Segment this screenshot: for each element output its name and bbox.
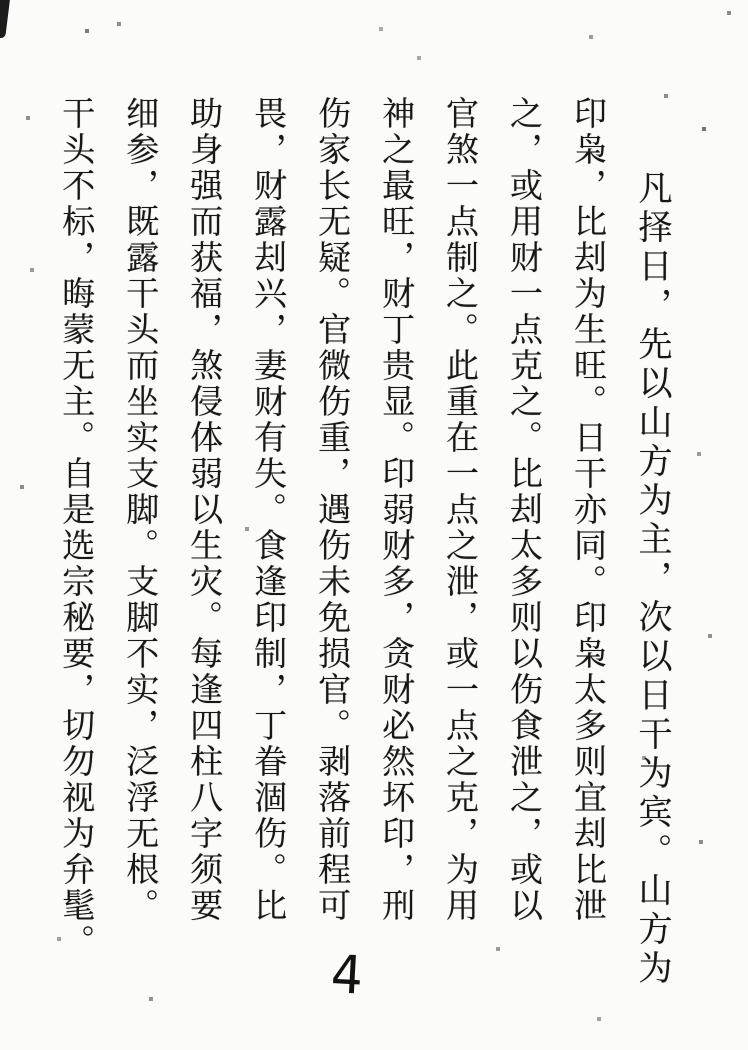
text-column-3: 之，或用财一点克之。比刦太多则以伤食泄之，或以	[505, 96, 544, 924]
text-column-5: 神之最旺，财丁贵显。印弱财多，贪财必然坏印，刑	[377, 96, 417, 924]
text-column-7: 畏，财露刦兴，妻财有失。食逢印制，丁眷涸伤。比	[249, 96, 289, 924]
text-column-4: 官煞一点制之。此重在一点之泄，或一点之克，为用	[441, 96, 481, 924]
text-column-10: 干头不标，晦蒙无主。自是选宗秘要，切勿视为弁髦。	[57, 96, 97, 960]
text-column-9: 细参，既露干头而坐实支脚。支脚不实，泛浮无根。	[121, 96, 161, 924]
vertical-text-block	[29, 96, 670, 996]
scan-noise-speckles	[0, 0, 2, 2]
text-column-8: 助身强而获福，煞侵体弱以生灾。每逢四柱八字须要	[185, 96, 225, 924]
page-number: 4	[329, 943, 365, 1007]
text-column-6: 伤家长无疑。官微伤重，遇伤未免损官。剥落前程可	[313, 96, 353, 924]
text-column-2: 印枭，比刦为生旺。日干亦同。印枭太多则宜刦比泄	[568, 96, 608, 924]
text-column-1: 凡择日，先以山方为主，次以日干为宾。山方为	[632, 170, 672, 989]
scan-edge-artifact	[0, 0, 11, 39]
